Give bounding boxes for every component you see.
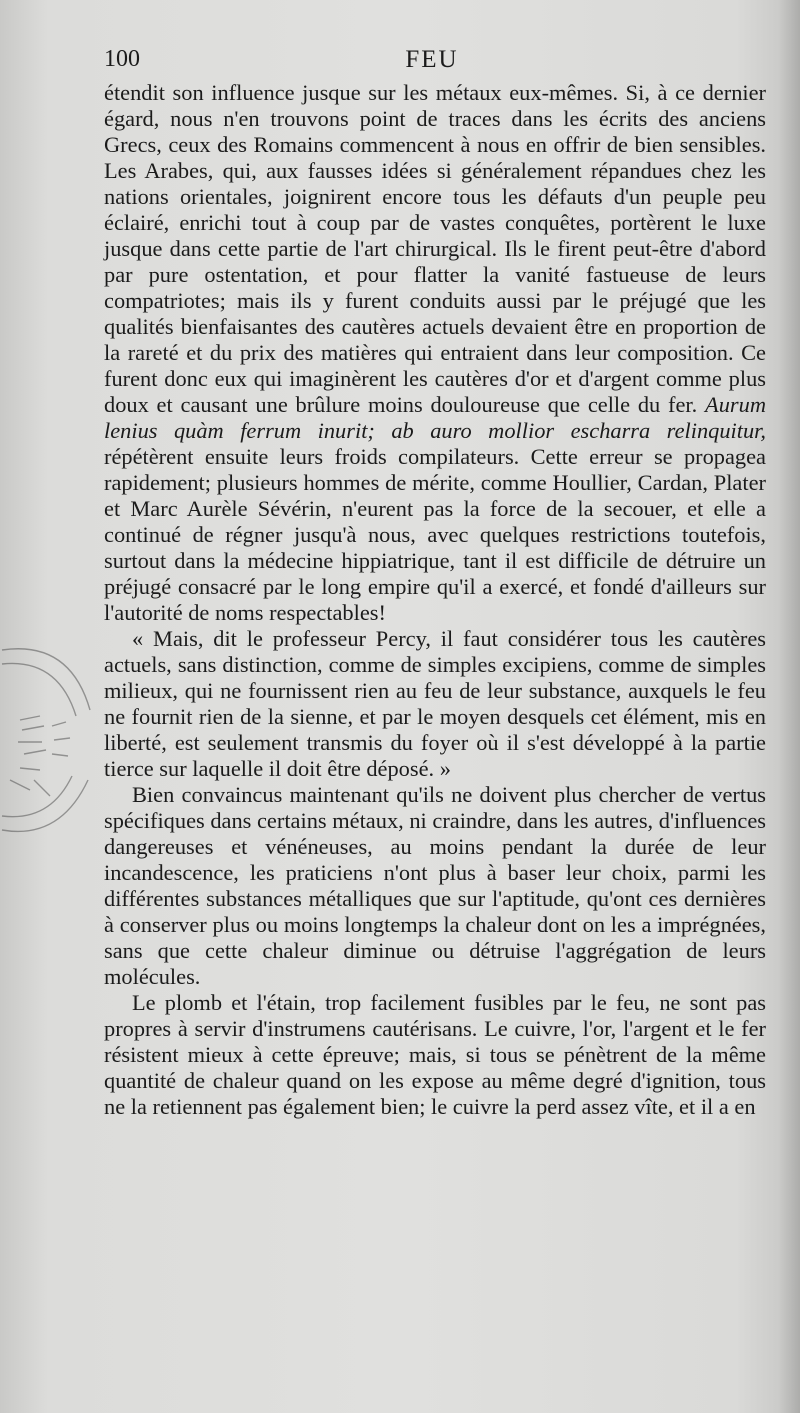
paragraph-2: « Mais, dit le professeur Percy, il faut considérer tous les cautères actuels, sans distinction, comme de simples excipiens, comme de simples milieux, qui ne fournissent rien au feu de leur substance, auxquels le feu ne fournit rien de la sienne, et par le moyen desquels cet élément, mis en liberté, est seulement transmis du foyer où il s'est développé à la partie tierce sur laquelle il doit être déposé. » — [104, 626, 766, 781]
paragraph-3: Bien convaincus maintenant qu'ils ne doivent plus chercher de vertus spécifiques dans certains métaux, ni craindre, dans les autres, d'influences dangereuses et vénéneuses, au moins pendant la durée de leur incandescence, les praticiens n'ont plus à baser leur choix, parmi les différentes substances métalliques que sur l'aptitude, qu'ont ces dernières à conserver plus ou moins longtemps la chaleur dont on les a imprégnées, sans que cette chaleur diminue ou détruise l'aggrégation de leurs molécules. — [104, 782, 766, 989]
library-stamp-icon — [0, 630, 92, 860]
paragraph-1-text: étendit son influence jusque sur les métaux eux-mêmes. Si, à ce dernier égard, nous n'en trouvons point de traces dans les écrits des anciens Grecs, ceux des Romains commencent à nous en offrir de bien sensibles. Les Arabes, qui, aux fausses idées si généralement répandues chez les nations orientales, joignirent encore tous les défauts d'un peuple peu éclairé, enrichi tout à coup par de vastes conquêtes, portèrent le luxe jusque dans cette partie de l'art chirurgical. Ils le firent peut-être d'abord par pure ostentation, et pour flatter la vanité fastueuse de leurs compatriotes; mais ils y furent conduits aussi par le préjugé que les qualités bienfaisantes des cautères actuels devaient être en proportion de la rareté et du prix des matières qui entraient dans leur composition. Ce furent donc eux qui imaginèrent les cautères d'or et d'argent comme plus doux et causant une brûlure moins douloureuse que celle du fer. — [104, 80, 766, 417]
latin-quote: Aurum lenius quàm ferrum inurit; ab auro mollior escharra relinquitur, — [104, 392, 766, 443]
paragraph-4: Le plomb et l'étain, trop facilement fusibles par le feu, ne sont pas propres à servir d'instrumens cautérisans. Le cuivre, l'or, l'argent et le fer résistent mieux à cette épreuve; mais, si tous se pénètrent de la même quantité de chaleur quand on les expose au même degré d'ignition, tous ne la retiennent pas également bien; le cuivre la perd assez vîte, et il a en — [104, 990, 766, 1119]
running-head: FEU — [405, 46, 459, 73]
page-header — [104, 46, 760, 82]
paragraph-1-continuation: répétèrent ensuite leurs froids compilateurs. Cette erreur se propagea rapidement; plusieurs hommes de mérite, comme Houllier, Cardan, Plater et Marc Aurèle Sévérin, n'eurent pas la force de la secouer, et elle a continué de régner jusqu'à nous, avec quelques restrictions toutefois, surtout dans la médecine hippiatrique, tant il est difficile de détruire un préjugé consacré par le long empire qu'il a exercé, et fondé d'ailleurs sur l'autorité de noms respectables! — [104, 444, 766, 625]
body-text — [104, 80, 766, 1120]
page-number: 100 — [104, 46, 140, 72]
paragraph-1 — [104, 80, 766, 626]
page-edge-shadow — [778, 0, 800, 1413]
